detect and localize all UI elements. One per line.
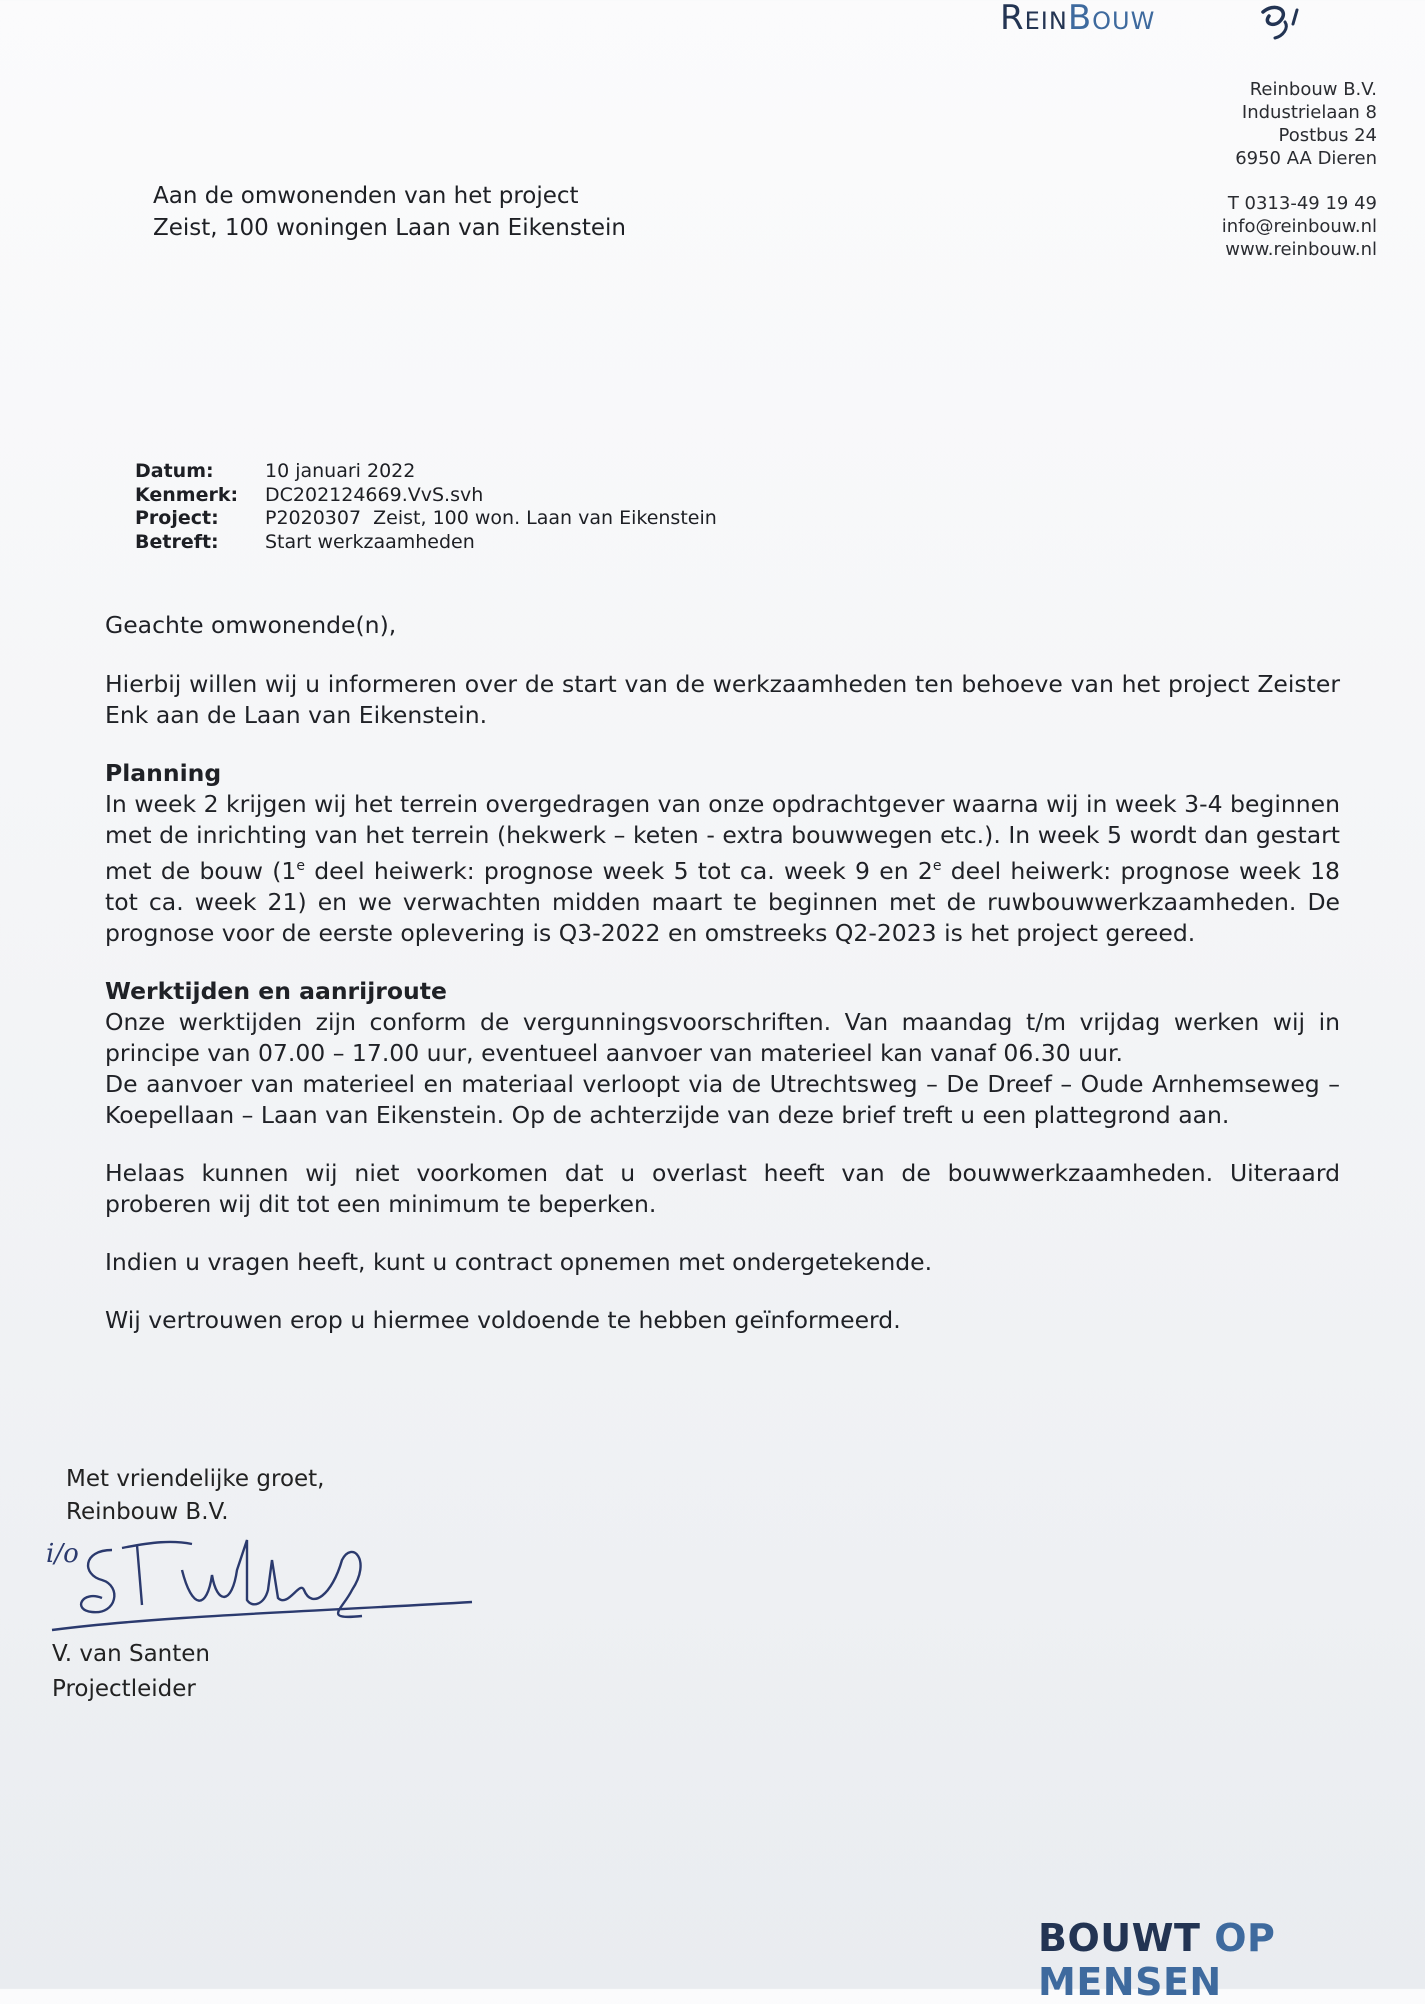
company-name: Reinbouw B.V. <box>1249 79 1377 100</box>
meta-label: Project: <box>135 507 219 529</box>
tagline-part-1: BOUWT <box>1038 1916 1201 1960</box>
signer-title: Projectleider <box>52 1676 196 1702</box>
address-spacer <box>1222 170 1377 192</box>
meta-value: P2020307 Zeist, 100 won. Laan van Eikenstein <box>265 507 717 529</box>
meta-label: Kenmerk: <box>135 483 239 506</box>
tagline-part-2: OP MENSEN <box>1038 1916 1276 2004</box>
meta-row-subject <box>135 531 717 555</box>
recipient-line-1: Aan de omwonenden van het project <box>153 183 579 209</box>
intro-paragraph: Hierbij willen wij u informeren over de start van de werkzaamheden ten behoeve van het project Zeister Enk aan de Laan van Eikenstein. <box>105 670 1340 729</box>
planning-text-a: In week 2 krijgen wij het terrein overgedragen van onze opdrachtgever waarna wij in week 3-4 beginnen met de inrichting van het terrein (hekwerk – keten - extra bouwwegen etc.). In week 5 wordt dan gestart met de bouw (1 <box>105 790 1340 885</box>
reinbouw-swirl-icon <box>1255 2 1315 42</box>
signature-prefix: i/o <box>46 1539 79 1569</box>
company-phone: T 0313-49 19 49 <box>1227 193 1377 214</box>
meta-row-project <box>135 507 717 531</box>
werktijden-paragraph-1: Onze werktijden zijn conform de vergunningsvoorschriften. Van maandag t/m vrijdag werken wij in principe van 07.00 – 17.00 uur, eventueel aanvoer van materieel kan vanaf 06.30 uur. <box>105 1007 1340 1067</box>
superscript: e <box>932 858 942 874</box>
logo-text-rein: Rein <box>1000 0 1068 38</box>
meta-value: 10 januari 2022 <box>265 460 416 482</box>
company-logo <box>1000 0 1155 38</box>
meta-row-ref <box>135 484 717 508</box>
company-postbox: Postbus 24 <box>1278 125 1377 146</box>
letter-meta <box>135 460 717 554</box>
planning-text-c: deel heiwerk: prognose week 18 tot ca. week 21) en we verwachten midden maart te beginnen met de ruwbouwwerkzaamheden. De prognose voor de eerste oplevering is Q3-2022 en omstreeks Q2-2023 is het project gereed. <box>105 856 1340 947</box>
footer-tagline <box>1038 1916 1425 2004</box>
recipient-block <box>153 180 626 244</box>
recipient-line-2: Zeist, 100 woningen Laan van Eikenstein <box>153 215 626 241</box>
werktijden-paragraph-2: De aanvoer van materieel en materiaal verloopt via de Utrechtsweg – De Dreef – Oude Arnhemseweg – Koepellaan – Laan van Eikenstein. Op de achterzijde van deze brief treft u een plattegrond aan. <box>105 1069 1340 1129</box>
meta-row-date <box>135 460 717 484</box>
signer-name: V. van Santen <box>52 1641 211 1667</box>
planning-heading: Planning <box>105 759 222 787</box>
company-street: Industrielaan 8 <box>1241 102 1377 123</box>
closing-company: Reinbouw B.V. <box>66 1499 229 1525</box>
meta-label: Betreft: <box>135 530 219 553</box>
logo-text-bouw: Bouw <box>1067 0 1156 38</box>
vertrouwen-paragraph: Wij vertrouwen erop u hiermee voldoende te hebben geïnformeerd. <box>105 1305 901 1334</box>
salutation: Geachte omwonende(n), <box>105 611 397 639</box>
werktijden-heading: Werktijden en aanrijroute <box>105 976 447 1005</box>
meta-value: DC202124669.VvS.svh <box>265 483 484 506</box>
vragen-paragraph: Indien u vragen heeft, kunt u contract opnemen met ondergetekende. <box>105 1247 933 1276</box>
signer-block <box>52 1637 210 1707</box>
closing-greeting: Met vriendelijke groet, <box>66 1466 325 1492</box>
superscript: e <box>296 858 305 874</box>
meta-value: Start werkzaamheden <box>265 530 475 553</box>
meta-label: Datum: <box>135 460 214 482</box>
overlast-paragraph: Helaas kunnen wij niet voorkomen dat u overlast heeft van de bouwwerkzaamheden. Uiteraard proberen wij dit tot een minimum te beperken. <box>105 1158 1340 1218</box>
handwritten-signature <box>42 1520 492 1640</box>
letter-body <box>105 610 1340 1363</box>
planning-text-b: deel heiwerk: prognose week 5 tot ca. week 9 en 2 <box>304 856 933 885</box>
company-email[interactable]: info@reinbouw.nl <box>1221 216 1377 237</box>
company-address <box>1222 78 1377 261</box>
company-website[interactable]: www.reinbouw.nl <box>1225 239 1377 260</box>
company-city: 6950 AA Dieren <box>1235 148 1377 169</box>
planning-paragraph <box>105 789 1340 949</box>
